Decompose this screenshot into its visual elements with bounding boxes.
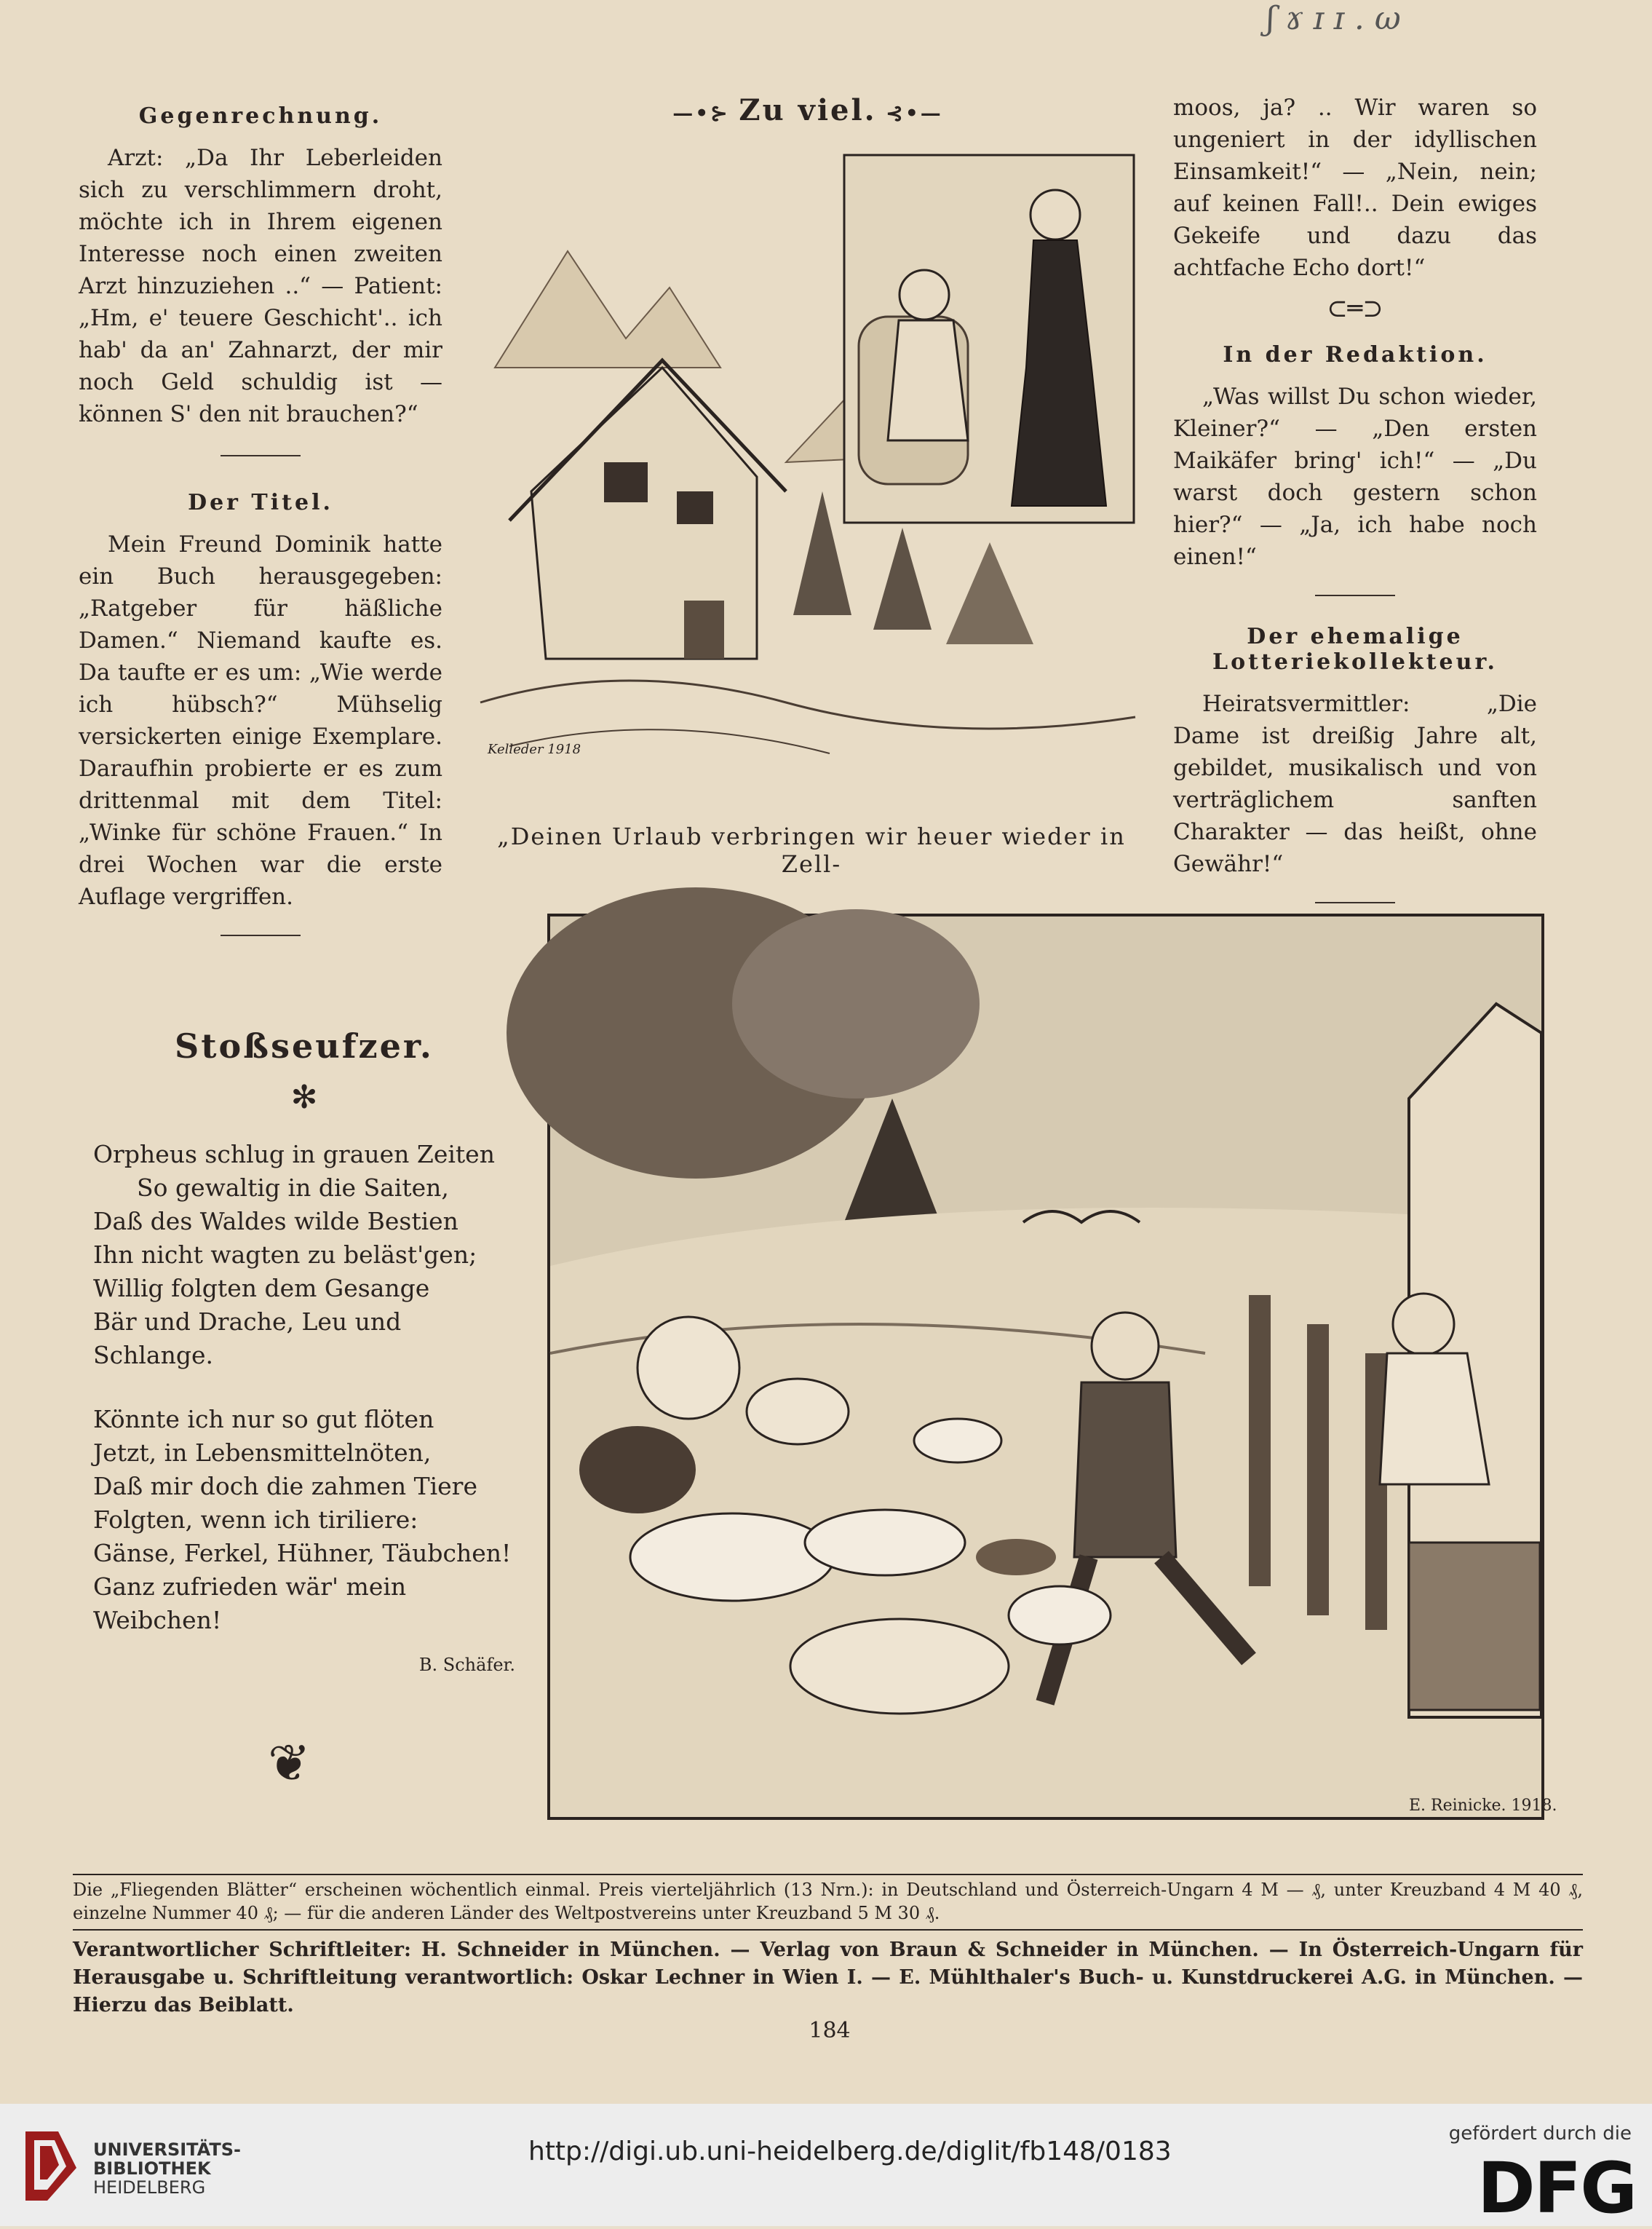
section-text-lotteriekollekteur: Heiratsvermittler: „Die Dame ist dreißig Jahre alt, gebildet, musikalisch und von verträglichem sanften Charakter — das heißt, ohne Gewähr!“ (1173, 691, 1537, 877)
page-number: 184 (809, 2018, 851, 2043)
section-text-gegenrechnung: Arzt: „Da Ihr Leberleiden sich zu verschlimmern droht, möchte ich in Ihrem eigenen Interesse noch einen zweiten Arzt hinzuziehen ..“ — Patient: „Hm, e' teuere Geschicht'.. ich hab' da an' Zahnarzt, der mir noch Geld schuldig ist — können S' den nit brauchen?“ (79, 145, 442, 427)
poem-line: Ihn nicht wagten zu beläst'gen; (93, 1240, 477, 1269)
poem-line: Jetzt, in Lebensmittelnöten, (93, 1438, 432, 1467)
middle-column-title (662, 93, 953, 127)
poem-line: So gewaltig in die Saiten, (137, 1173, 449, 1202)
institution-line: HEIDELBERG (93, 2177, 206, 2198)
large-illustration-flute-player (547, 914, 1557, 1820)
cartoon-caption: „Deinen Urlaub verbringen wir heuer wieder in Zell- (497, 823, 1126, 878)
section-title-lotteriekollekteur: Der ehemalige Lotteriekollekteur. (1212, 624, 1498, 675)
divider (221, 935, 301, 936)
section-title-redaktion: In der Redaktion. (1223, 342, 1488, 368)
poem-line: Ganz zufrieden wär' mein Weibchen! (93, 1572, 407, 1634)
poem-stanza-1 (93, 1138, 515, 1372)
handwritten-shelf-mark: ʃ ɤ ɪ ɪ . ω (1266, 0, 1401, 37)
footer-rule (73, 1929, 1583, 1931)
ornament-right-icon: ⊰•— (876, 101, 943, 125)
university-library-logo-icon (18, 2124, 84, 2206)
illustration-signature: E. Reinicke. 1918. (1409, 1797, 1557, 1815)
poem-stanza-2 (93, 1403, 515, 1637)
poem-line: Bär und Drache, Leu und Schlange. (93, 1307, 402, 1369)
poem-line: Daß mir doch die zahmen Tiere (93, 1472, 477, 1500)
divider (1315, 595, 1395, 596)
poem-line: Daß des Waldes wilde Bestien (93, 1207, 458, 1235)
poem-line: Orpheus schlug in grauen Zeiten (93, 1140, 495, 1168)
poem-line: Folgten, wenn ich tiriliere: (93, 1505, 418, 1534)
cartoon-illustration-zu-viel (480, 149, 1139, 793)
poem-title: Stoßseufzer. (175, 1026, 434, 1066)
left-column (79, 103, 442, 958)
ornament-divider-icon: ⊂═⊃ (1327, 294, 1383, 323)
digital-copy-url-link[interactable]: http://digi.ub.uni-heidelberg.de/diglit/fb148/0183 (528, 2137, 1172, 2166)
village-scene-drawing (550, 916, 1557, 1817)
institution-name (93, 2140, 241, 2197)
section-title-titel: Der Titel. (188, 490, 333, 515)
poem-line: Gänse, Ferkel, Hühner, Täubchen! (93, 1539, 512, 1567)
floral-ornament-icon: ❦ (268, 1733, 311, 1793)
footer-rule (73, 1874, 1583, 1875)
section-title-gegenrechnung: Gegenrechnung. (138, 103, 383, 129)
house-mountain-drawing (480, 149, 1139, 793)
institution-line: UNIVERSITÄTS- (93, 2139, 242, 2160)
illustration-signature: Kelleder 1918 (488, 742, 581, 757)
poem-block (93, 1026, 515, 1793)
right-column (1173, 92, 1537, 925)
asterisk-icon: ✻ (290, 1079, 318, 1116)
poem-line: Willig folgten dem Gesange (93, 1274, 430, 1302)
poem-line: Könnte ich nur so gut flöten (93, 1405, 434, 1433)
ornament-left-icon: —•⊱ (672, 101, 739, 125)
section-text-titel: Mein Freund Dominik hatte ein Buch herausgegeben: „Ratgeber für häßliche Damen.“ Niemand kaufte es. Da taufte er es um: „Wie werde ich hübsch?“ Mühselig versickerten einige Exemplare. Daraufhin probierte er es zum drittenmal mit dem Titel: „Winke für schöne Frauen.“ In drei Wochen war die erste Auflage vergriffen. (79, 531, 442, 910)
footer-subscription: Die „Fliegenden Blätter“ erscheinen wöchentlich einmal. Preis vierteljährlich (13 Nrn.): in Deutschland und Österreich-Ungarn 4 M — ₰, unter Kreuzband 4 M 40 ₰, einzelne Nummer 40 ₰; — für die anderen Länder des Weltpostvereins unter Kreuzband 5 M 30 ₰. (73, 1880, 1583, 1923)
dfg-logo: DFG (1477, 2147, 1636, 2229)
divider (221, 455, 301, 456)
section-text-redaktion: „Was willst Du schon wieder, Kleiner?“ — „Den ersten Maikäfer bring' ich!“ — „Du warst doch gestern schon hier?“ — „Ja, ich habe noch einen!“ (1173, 384, 1537, 570)
poem-author: B. Schäfer. (418, 1655, 515, 1675)
institution-line: BIBLIOTHEK (93, 2158, 211, 2179)
title-zu-viel: Zu viel. (739, 93, 877, 127)
funding-text: gefördert durch die (1448, 2123, 1632, 2145)
caption-continuation: moos, ja? .. Wir waren so ungeniert in der idyllischen Einsamkeit!“ — „Nein, nein; auf keinen Fall!.. Dein ewiges Gekeife und dazu das achtfache Echo dort!“ (1173, 95, 1537, 281)
footer-publisher: Verantwortlicher Schriftleiter: H. Schneider in München. — Verlag von Braun & Schneider in München. — In Österreich-Ungarn für Herausgabe u. Schriftleitung verantwortlich: Oskar Lechner in Wien I. — E. Mühlthaler's Buch- u. Kunstdruckerei A.G. in München. — Hierzu das Beiblatt. (73, 1939, 1583, 2016)
divider (1315, 902, 1395, 903)
